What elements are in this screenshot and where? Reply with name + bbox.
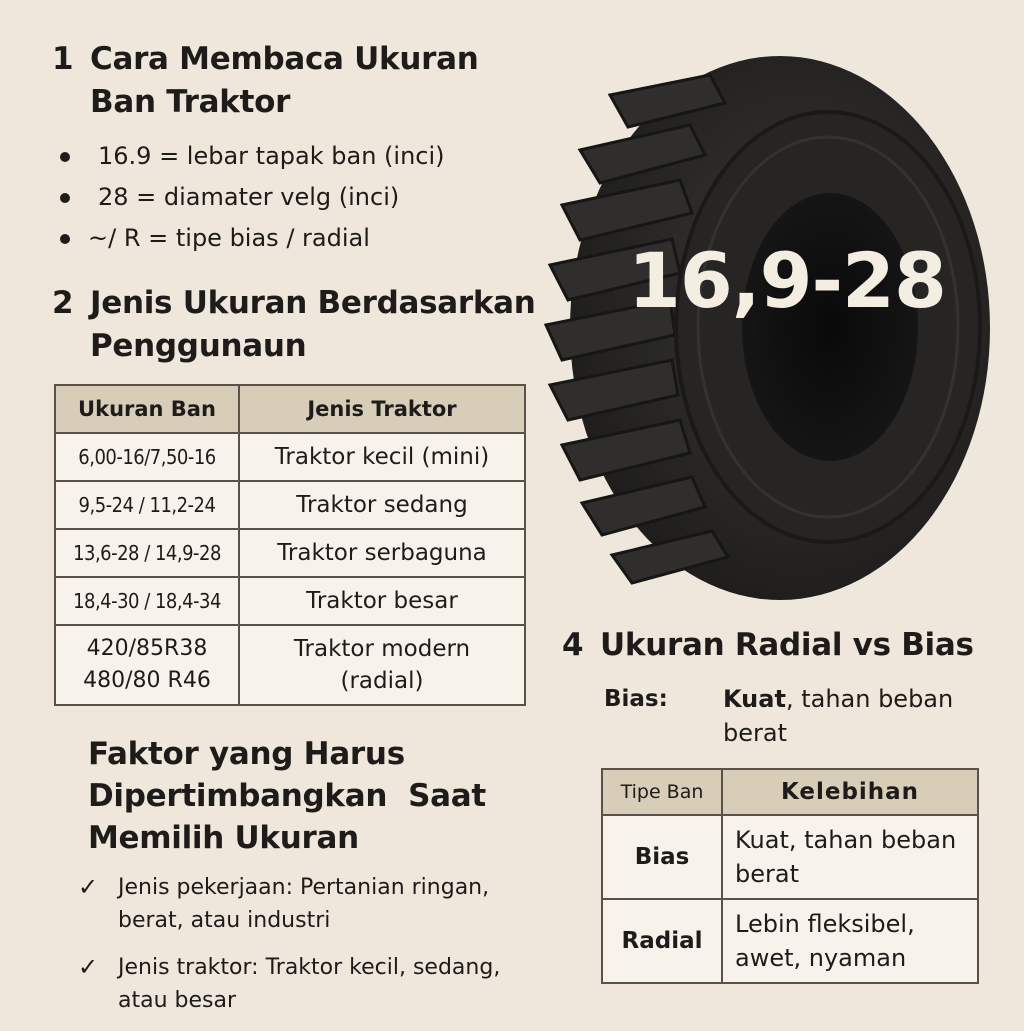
- section2-number: 2: [52, 285, 74, 321]
- bias-label: Bias:: [604, 686, 668, 712]
- section1-number: 1: [52, 41, 74, 77]
- cell-size: 9,5-24 / 11,2-24: [55, 481, 239, 529]
- cell-type: [239, 625, 525, 705]
- cell-adv-line1: Kuat, tahan beban: [735, 826, 957, 854]
- cell-size: [55, 625, 239, 705]
- bias-strong: Kuat: [723, 685, 786, 713]
- table-header-row: [602, 769, 978, 815]
- table-header-advantages: Kelebihan: [722, 769, 978, 815]
- tire-illustration: [540, 55, 990, 605]
- cell-type-line2: (radial): [340, 668, 424, 694]
- bias-line2: berat: [723, 719, 787, 747]
- factors-heading: [88, 733, 486, 859]
- factors-checklist: [74, 871, 500, 1031]
- cell-type: Traktor sedang: [239, 481, 525, 529]
- bullet-text: 16.9 = lebar tapak ban (inci): [98, 142, 445, 170]
- cell-adv-line2: berat: [735, 860, 799, 888]
- cell-type: Traktor kecil (mini): [239, 433, 525, 481]
- table-row: [55, 529, 525, 577]
- table-row: [602, 899, 978, 983]
- checkmark-icon: ✓: [78, 873, 99, 901]
- section4-heading: [562, 624, 974, 667]
- section2-title-line2: Penggunaun: [90, 328, 307, 364]
- check-text-line1: Jenis pekerjaan: Pertanian ringan,: [118, 875, 490, 900]
- check-text-line2: atau besar: [118, 988, 237, 1013]
- bullet-item: [56, 218, 445, 259]
- cell-advantages: [722, 815, 978, 899]
- table-header-size: Ukuran Ban: [55, 385, 239, 433]
- bias-description: [723, 682, 953, 750]
- bullet-item: [56, 177, 445, 218]
- check-text-line2: berat, atau industri: [118, 908, 331, 933]
- radial-bias-table: [601, 768, 979, 984]
- section4-title: Ukuran Radial vs Bias: [600, 627, 974, 663]
- size-usage-table: [54, 384, 526, 706]
- check-text-line1: Jenis traktor: Traktor kecil, sedang,: [118, 955, 501, 980]
- table-row: [55, 625, 525, 705]
- factors-title-line2: Dipertimbangkan Saat: [88, 778, 486, 814]
- table-row: [55, 577, 525, 625]
- section1-bullets: [56, 136, 445, 259]
- bias-rest: , tahan beban: [785, 685, 954, 713]
- table-row: [55, 433, 525, 481]
- tire-size-label: 16,9-28: [628, 236, 946, 325]
- cell-size-line1: 420/85R38: [86, 636, 208, 661]
- table-row: [602, 815, 978, 899]
- section1-heading: [52, 38, 478, 124]
- cell-size-line2: 480/80 R46: [83, 668, 211, 693]
- check-item: [74, 871, 500, 937]
- table-row: [55, 481, 525, 529]
- cell-type: Traktor serbaguna: [239, 529, 525, 577]
- checkmark-icon: ✓: [78, 953, 99, 981]
- factors-title-line3: Memilih Ukuran: [88, 820, 359, 856]
- table-header-tire-type: Tipe Ban: [602, 769, 722, 815]
- cell-tire-type: Radial: [602, 899, 722, 983]
- section1-title-line2: Ban Traktor: [90, 84, 291, 120]
- bullet-text: 28 = diamater velg (inci): [98, 183, 400, 211]
- factors-title-line1: Faktor yang Harus: [88, 736, 405, 772]
- cell-size: 18,4-30 / 18,4-34: [55, 577, 239, 625]
- section1-title-line1: Cara Membaca Ukuran: [90, 41, 479, 77]
- cell-adv-line1: Lebin fleksibel,: [735, 910, 915, 938]
- bullet-item: [56, 136, 445, 177]
- cell-type-line1: Traktor modern: [293, 636, 471, 662]
- table-header-type: Jenis Traktor: [239, 385, 525, 433]
- table-header-row: [55, 385, 525, 433]
- cell-type: Traktor besar: [239, 577, 525, 625]
- section2-title-line1: Jenis Ukuran Berdasarkan: [90, 285, 536, 321]
- cell-size: 13,6-28 / 14,9-28: [55, 529, 239, 577]
- section4-number: 4: [562, 627, 584, 663]
- cell-size: 6,00-16/7,50-16: [55, 433, 239, 481]
- cell-adv-line2: awet, nyaman: [735, 944, 907, 972]
- bullet-text: ~/ R = tipe bias / radial: [88, 224, 370, 252]
- tire-hub: [742, 193, 918, 461]
- cell-tire-type: Bias: [602, 815, 722, 899]
- check-item: [74, 951, 500, 1017]
- cell-advantages: [722, 899, 978, 983]
- section2-heading: [52, 282, 536, 368]
